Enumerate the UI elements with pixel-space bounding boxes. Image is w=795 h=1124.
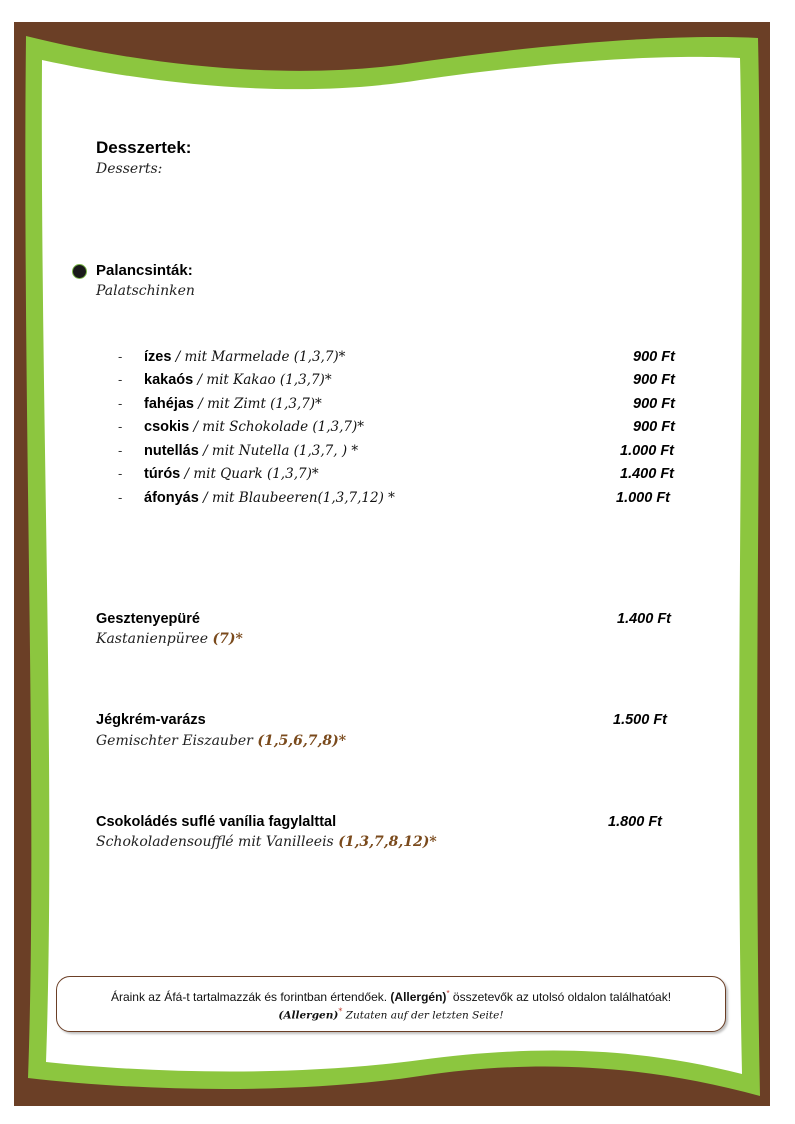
footer-allergen-label: (Allergén) bbox=[390, 990, 447, 1004]
crepe-item-price: 1.400 Ft bbox=[620, 466, 674, 482]
crepe-item-price: 900 Ft bbox=[633, 372, 675, 388]
dish-subtitle-text: Gemischter Eiszauber bbox=[96, 733, 258, 749]
crepe-item-name: kakaós bbox=[144, 372, 194, 388]
footer-note-box bbox=[56, 976, 726, 1032]
list-dash: - bbox=[118, 443, 123, 458]
dish-allergen: (7)* bbox=[212, 631, 243, 647]
list-dash: - bbox=[118, 490, 123, 505]
crepe-item-row bbox=[118, 346, 345, 368]
crepe-item-name: fahéjas bbox=[144, 396, 194, 412]
crepe-item-price: 900 Ft bbox=[633, 349, 675, 365]
crepe-item-name: csokis bbox=[144, 419, 190, 435]
page-title: Desszertek: bbox=[96, 138, 192, 157]
footer-note-de bbox=[57, 1007, 725, 1022]
dish-price: 1.400 Ft bbox=[617, 611, 671, 627]
dish-price: 1.500 Ft bbox=[613, 712, 667, 728]
list-dash: - bbox=[118, 419, 123, 434]
crepe-item-price: 900 Ft bbox=[633, 419, 675, 435]
dish-price: 1.800 Ft bbox=[608, 814, 662, 830]
dish-name: Csokoládés suflé vanília fagylalttal bbox=[96, 814, 337, 830]
dish-subtitle bbox=[96, 834, 437, 850]
footer-star: * bbox=[338, 1007, 343, 1016]
footer-note-hu bbox=[57, 989, 725, 1004]
crepe-item-row bbox=[118, 463, 319, 485]
crepe-item-row bbox=[118, 487, 395, 509]
white-content-shape bbox=[42, 57, 742, 1074]
bullet-icon bbox=[72, 264, 87, 279]
dish-subtitle-text: Schokoladensoufflé mit Vanilleeis bbox=[96, 834, 339, 850]
dish-name: Jégkrém-varázs bbox=[96, 712, 206, 728]
dish-allergen: (1,3,7,8,12)* bbox=[338, 834, 437, 850]
footer-allergen-label: (Allergen) bbox=[278, 1009, 339, 1022]
dish-allergen: (1,5,6,7,8)* bbox=[257, 733, 347, 749]
crepe-item-description: / mit Blaubeeren(1,3,7,12) * bbox=[198, 490, 395, 506]
footer-text: összetevők az utolsó oldalon találhatóak! bbox=[449, 990, 672, 1004]
crepe-item-description: / mit Zimt (1,3,7)* bbox=[193, 396, 322, 412]
section-title: Palancsinták: bbox=[96, 262, 193, 279]
list-dash: - bbox=[118, 396, 123, 411]
crepe-item-name: ízes bbox=[144, 349, 172, 365]
crepe-item-price: 1.000 Ft bbox=[616, 490, 670, 506]
footer-star: * bbox=[446, 989, 450, 998]
crepe-item-name: túrós bbox=[144, 466, 181, 482]
section-subtitle: Palatschinken bbox=[96, 283, 195, 299]
footer-text: Áraink az Áfá-t tartalmazzák és forintban értendőek. bbox=[110, 990, 391, 1004]
crepe-item-name: nutellás bbox=[144, 443, 199, 459]
crepe-item-description: / mit Quark (1,3,7)* bbox=[180, 466, 319, 482]
page-subtitle: Desserts: bbox=[96, 161, 163, 177]
crepe-item-price: 1.000 Ft bbox=[620, 443, 674, 459]
crepe-item-row bbox=[118, 416, 364, 438]
crepe-item-description: / mit Schokolade (1,3,7)* bbox=[189, 419, 364, 435]
crepe-item-row bbox=[118, 369, 332, 391]
list-dash: - bbox=[118, 372, 123, 387]
list-dash: - bbox=[118, 349, 123, 364]
crepe-item-price: 900 Ft bbox=[633, 396, 675, 412]
dish-subtitle bbox=[96, 733, 346, 749]
crepe-item-row bbox=[118, 393, 322, 415]
list-dash: - bbox=[118, 466, 123, 481]
footer-text: Zutaten auf der letzten Seite! bbox=[342, 1009, 504, 1022]
crepe-item-description: / mit Kakao (1,3,7)* bbox=[193, 372, 332, 388]
crepe-item-description: / mit Marmelade (1,3,7)* bbox=[171, 349, 346, 365]
dish-name: Gesztenyepüré bbox=[96, 611, 200, 627]
crepe-item-description: / mit Nutella (1,3,7, ) * bbox=[198, 443, 359, 459]
crepe-item-name: áfonyás bbox=[144, 490, 199, 506]
dish-subtitle-text: Kastanienpüree bbox=[96, 631, 213, 647]
crepe-item-row bbox=[118, 440, 358, 462]
dish-subtitle bbox=[96, 631, 243, 647]
